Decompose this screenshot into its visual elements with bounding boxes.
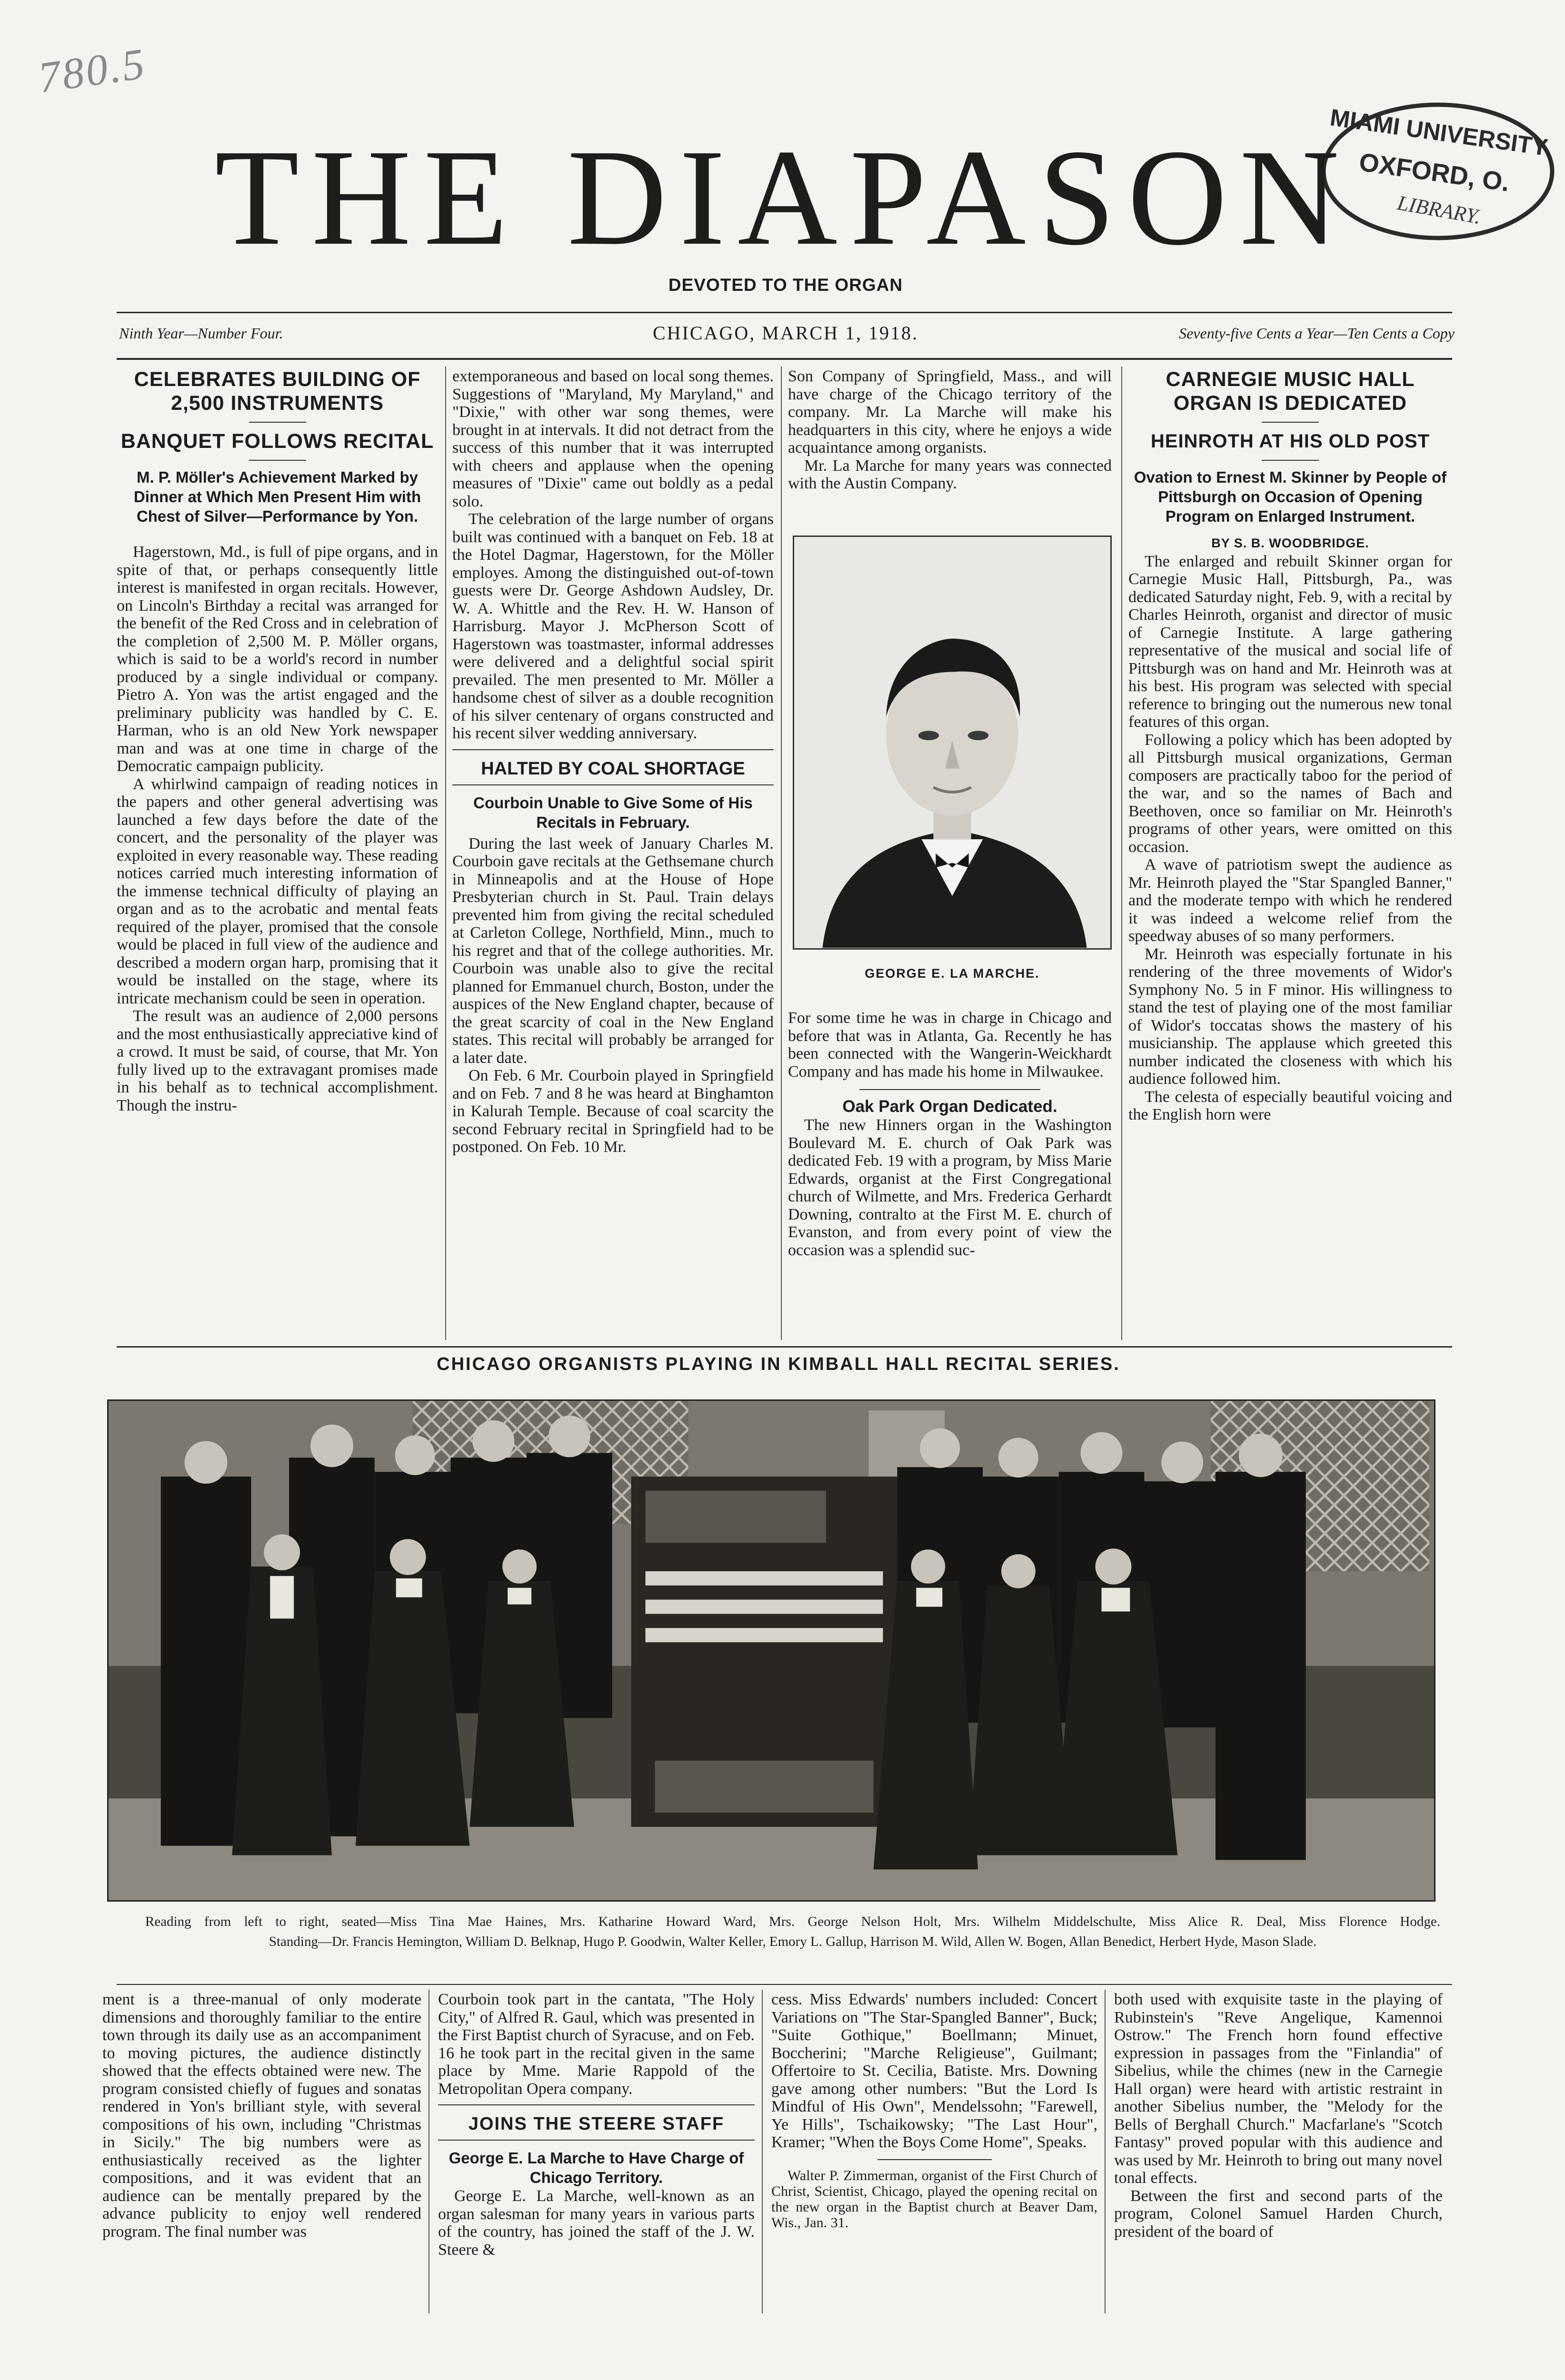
subscription-price: Seventy-five Cents a Year—Ten Cents a Copy: [1179, 325, 1455, 342]
carnegie-paragraph-1: The enlarged and rebuilt Skinner organ for Carnegie Music Hall, Pittsburgh, Pa., was dedicated Saturday night, Feb. 9, with a recital by Charles Heinroth, organist and director of music of Carnegie Institute. A large gathering representative of the musical and social life of Pittsburgh was on hand and Mr. Heinroth was at his best. His program was selected with special reference to bringing out the numerous new tonal features of this organ.: [1128, 552, 1452, 731]
divider: [859, 1089, 1040, 1090]
carnegie-bottom-2: Between the first and second parts of the program, Colonel Samuel Harden Church, president of the board of: [1114, 2187, 1443, 2241]
moller-paragraph-2: A whirlwind campaign of reading notices in the papers and other general advertising was launched a few days before the date of the concert, and the personality of the player was exploited in every reasonable way. These reading notices carried much interesting information of the immense technical difficulty of playing an organ and as to the acrobatic and mental feats required of the player, promised that the console would be placed in full view of the audience and described a modern organ harp, promising that it would be installed on the stage, where its intricate mechanism could be seen in operation.: [117, 775, 438, 1007]
bottom-section-rule: [117, 1984, 1452, 1985]
steere-headline: JOINS THE STEERE STAFF: [468, 2114, 725, 2134]
oakpark-headline: Oak Park Organ Dedicated.: [842, 1097, 1057, 1116]
moller-bottom: ment is a three-manual of only moderate dimensions and thoroughly familiar to the entire town through its daily use as an accompaniment to moving pictures, the audience distinctly showed that the effects obtained were new. The program consisted chiefly of fugues and sonatas rendered in Yon's brilliant style, with several compositions of his own, including "Christmas in Sicily." The big numbers were as enthusiastically received as the lighter compositions, and it was evident that an audience can be mentally prepared by the advance publicity to enjoy well rendered program. The final number was: [102, 1991, 421, 2241]
divider: [1262, 422, 1319, 423]
column-2: [452, 367, 774, 1341]
moller-continued-2: The celebration of the large number of organs built was continued with a banquet on Feb. 18 at the Hotel Dagmar, Hagerstown, for the Möller employes. Among the distinguished out-of-town guests were Dr. George Ashdown Audsley, Dr. W. A. Whittle and the Rev. H. W. Hanson of Harrisburg. Mayor J. McPherson Scott of Hagerstown was toastmaster, informal addresses were delivered and a delightful social spirit prevailed. The men presented to Mr. Möller a handsome chest of silver as a double recognition of his silver centenary of organs constructed and his recent silver wedding anniversary.: [452, 510, 774, 742]
stamp-line-1: MIAMI UNIVERSITY: [1328, 104, 1550, 161]
courboin-paragraph-1: During the last week of January Charles M. Courboin gave recitals at the Gethsemane church in Minneapolis and at the House of Hope Presbyterian church in St. Paul. Train delays prevented him from giving the recital scheduled at Carleton College, Northfield, Minn., much to his regret and that of the college authorities. Mr. Courboin was unable also to give the recital planned for Emmanuel church, Boston, under the auspices of the New England chapter, because of the great scarcity of coal in the New England states. This recital will probably be arranged for a later date.: [452, 834, 774, 1067]
issue-number: Ninth Year—Number Four.: [119, 325, 283, 342]
carnegie-paragraph-2: Following a policy which has been adopted by all Pittsburgh musical organizations, German composers are practically taboo for the period of the war, and so the names of Bach and Beethoven, once so familiar on Mr. Heinroth's programs of other years, were omitted on this occasion.: [1128, 731, 1452, 856]
divider: [438, 2140, 755, 2141]
masthead-rule-bottom: [117, 358, 1452, 360]
steere-deck: George E. La Marche to Have Charge of Chicago Territory.: [449, 2149, 744, 2186]
masthead-rule-top: [117, 312, 1452, 313]
carnegie-deck: Ovation to Ernest M. Skinner by People of Pittsburgh on Occasion of Opening Program on Enlarged Instrument.: [1134, 468, 1447, 525]
steere-top-1: Son Company of Springfield, Mass., and will have charge of the Chicago territory of the company. Mr. La Marche will make his headquarters in this city, where he enjoys a wide acquaintance among organists.: [788, 367, 1112, 456]
column-rule: [762, 1990, 763, 2313]
bottom-column-2: [438, 1991, 755, 2314]
column-rule: [781, 367, 782, 1340]
courboin-deck: Courboin Unable to Give Some of His Recitals in February.: [473, 793, 753, 831]
portrait-illustration: [794, 537, 1110, 948]
moller-subheadline: BANQUET FOLLOWS RECITAL: [120, 430, 434, 453]
carnegie-byline: BY S. B. WOODBRIDGE.: [1211, 536, 1369, 550]
group-photo-title: CHICAGO ORGANISTS PLAYING IN KIMBALL HALL RECITAL SERIES.: [437, 1354, 1120, 1374]
courboin-bottom: Courboin took part in the cantata, "The Holy City," of Alfred R. Gaul, which was presented in the First Baptist church of Syracuse, and on Feb. 16 he took part in the recital given in the same place by Mme. Marie Rappold of the Metropolitan Opera company.: [438, 1991, 755, 2098]
carnegie-subheadline: HEINROTH AT HIS OLD POST: [1150, 431, 1430, 452]
stamp-line-2: OXFORD, O.: [1357, 148, 1512, 198]
divider: [1262, 460, 1319, 461]
issue-date: CHICAGO, MARCH 1, 1918.: [653, 322, 918, 344]
bottom-column-4: [1114, 1991, 1443, 2314]
carnegie-bottom-1: both used with exquisite taste in the playing of Rubinstein's "Reve Angelique, Kamennoi Ostrow." The French horn found effective expression in passages from the "Finlandia" of Sibelius, while the chimes (new in the Carnegie Hall organ) were heard with artistic restraint in another Sibelius number, the "Melody for the Bells of Berghall Church." Macfarlane's "Scotch Fantasy" proved popular with this audience and was used by Mr. Heinroth to bring out many novel tonal effects.: [1114, 1991, 1443, 2187]
bottom-column-1: [102, 1991, 421, 2314]
carnegie-paragraph-3: A wave of patriotism swept the audience as Mr. Heinroth played the "Star Spangled Banner," and the moderate tempo with which he rendered it was indeed a welcome relief from the speedway abuses of so many performers.: [1128, 856, 1452, 945]
divider: [438, 2104, 755, 2105]
column-rule: [1105, 1990, 1106, 2313]
carnegie-paragraph-4: Mr. Heinroth was especially fortunate in his rendering of the three movements of Widor's Symphony No. 5 in F minor. His willingness to stand the test of playing one of the most familiar of Widor's toccatas shows the mastery of his musicianship. The applause which greeted this number indicated the closeness with which his audience followed him.: [1128, 945, 1452, 1088]
courboin-paragraph-2: On Feb. 6 Mr. Courboin played in Springfield and on Feb. 7 and 8 he was heard at Binghamton in Kalurah Temple. Because of coal scarcity the second February recital in Springfield had to be postponed. On Feb. 10 Mr.: [452, 1067, 774, 1156]
bottom-column-3: [771, 1991, 1097, 2314]
carnegie-paragraph-5: The celesta of especially beautiful voicing and the English horn were: [1128, 1088, 1452, 1123]
stamp-line-3: LIBRARY.: [1395, 191, 1483, 229]
divider: [452, 784, 774, 785]
moller-headline: CELEBRATES BUILDING OF 2,500 INSTRUMENTS: [134, 368, 421, 415]
caption-seated: Reading from left to right, seated—Miss Tina Mae Haines, Mrs. Katharine Howard Ward, Mrs. George Nelson Holt, Mrs. Wilhelm Middelschulte, Miss Alice R. Deal, Miss Florence Hodge.: [145, 1914, 1440, 1929]
moller-paragraph-1: Hagerstown, Md., is full of pipe organs, and in spite of that, or perhaps consequently little interest is manifested in organ recitals. However, on Lincoln's Birthday a recital was arranged for the benefit of the Red Cross and in celebration of the completion of 2,500 M. P. Möller organs, which is said to be a world's record in number produced by a single individual or company. Pietro A. Yon was the artist engaged and the preliminary publicity was handled by C. E. Harman, who is an old New York newspaper man and was at one time in charge of the Democratic campaign publicity.: [117, 543, 438, 775]
group-photo-illustration: [109, 1401, 1434, 1900]
article-moller-column: [117, 367, 438, 1341]
caption-standing: Standing—Dr. Francis Hemington, William D. Belknap, Hugo P. Goodwin, Walter Keller, Emory L. Gallup, Harrison M. Wild, Allen W. Bogen, Allan Benedict, Herbert Hyde, Mason Slade.: [269, 1934, 1317, 1949]
divider: [249, 460, 306, 461]
carnegie-headline: CARNEGIE MUSIC HALL ORGAN IS DEDICATED: [1166, 368, 1415, 415]
steere-continued: [788, 367, 1112, 529]
group-photo: [107, 1399, 1435, 1902]
column-rule: [1121, 367, 1122, 1340]
article-carnegie-column: [1128, 367, 1452, 1341]
column-3-lower: [788, 1009, 1112, 1342]
divider: [877, 2159, 992, 2160]
group-photo-caption: [145, 1914, 1440, 1950]
photo-rule: [117, 1346, 1452, 1348]
masthead-subtitle: DEVOTED TO THE ORGAN: [668, 275, 903, 295]
masthead-title: THE DIAPASON: [215, 121, 1352, 274]
handwritten-call-number: 780.5: [35, 39, 149, 102]
portrait-caption: GEORGE E. LA MARCHE.: [865, 966, 1040, 981]
column-rule: [445, 367, 446, 1340]
courboin-headline: HALTED BY COAL SHORTAGE: [481, 758, 745, 779]
steere-bottom: George E. La Marche, well-known as an organ salesman for many years in various parts of the country, has joined the staff of the J. W. Steere &: [438, 2187, 755, 2259]
moller-deck: M. P. Möller's Achievement Marked by Dinner at Which Men Present Him with Chest of Silver—Performance by Yon.: [133, 468, 421, 525]
moller-paragraph-3: The result was an audience of 2,000 persons and the most enthusiastically appreciative kind of a crowd. It must be said, of course, that Mr. Yon fully lived up to the extravagant promises made in his behalf as to technical accomplishment. Though the instru-: [117, 1007, 438, 1114]
steere-after-photo: For some time he was in charge in Chicago and before that was in Atlanta, Ga. Recently he has been connected with the Wangerin-Weickhardt Company and has made his home in Milwaukee.: [788, 1009, 1112, 1081]
portrait-photo: [793, 536, 1112, 950]
divider: [249, 422, 306, 423]
divider: [452, 749, 774, 750]
moller-continued-1: extemporaneous and based on local song themes. Suggestions of "Maryland, My Maryland," and "Dixie," with other war song themes, were brought in at intervals. It did not detract from the success of this number that it was interrupted with cheers and applause when the opening measures of "Dixie" came out boldly as a pedal solo.: [452, 367, 774, 510]
oakpark-body: The new Hinners organ in the Washington Boulevard M. E. church of Oak Park was dedicated Feb. 19 with a program, by Miss Marie Edwards, organist at the First Congregational church of Wilmette, and Mrs. Frederica Gerhardt Downing, contralto at the First M. E. church of Evanston, and from every point of view the occasion was a splendid suc-: [788, 1116, 1112, 1259]
oakpark-bottom: cess. Miss Edwards' numbers included: Concert Variations on "The Star-Spangled Banner", Buck; "Suite Gothique," Boellmann; Minuet, Boccherini; "Marche Religieuse", Guilmant; Offertoire to St. Cecilia, Batiste. Mrs. Downing gave among other numbers: "But the Lord Is Mindful of His Own", Mendelssohn; "Farewell, Ye Hills", Tschaikowsky; "The Last Hour", Kramer; "When the Boys Come Home", Speaks.: [771, 1991, 1097, 2151]
steere-top-2: Mr. La Marche for many years was connected with the Austin Company.: [788, 456, 1112, 492]
zimmerman-note: Walter P. Zimmerman, organist of the First Church of Christ, Scientist, Chicago, played the opening recital on the new organ in the Baptist church at Beaver Dam, Wis., Jan. 31.: [771, 2167, 1097, 2231]
